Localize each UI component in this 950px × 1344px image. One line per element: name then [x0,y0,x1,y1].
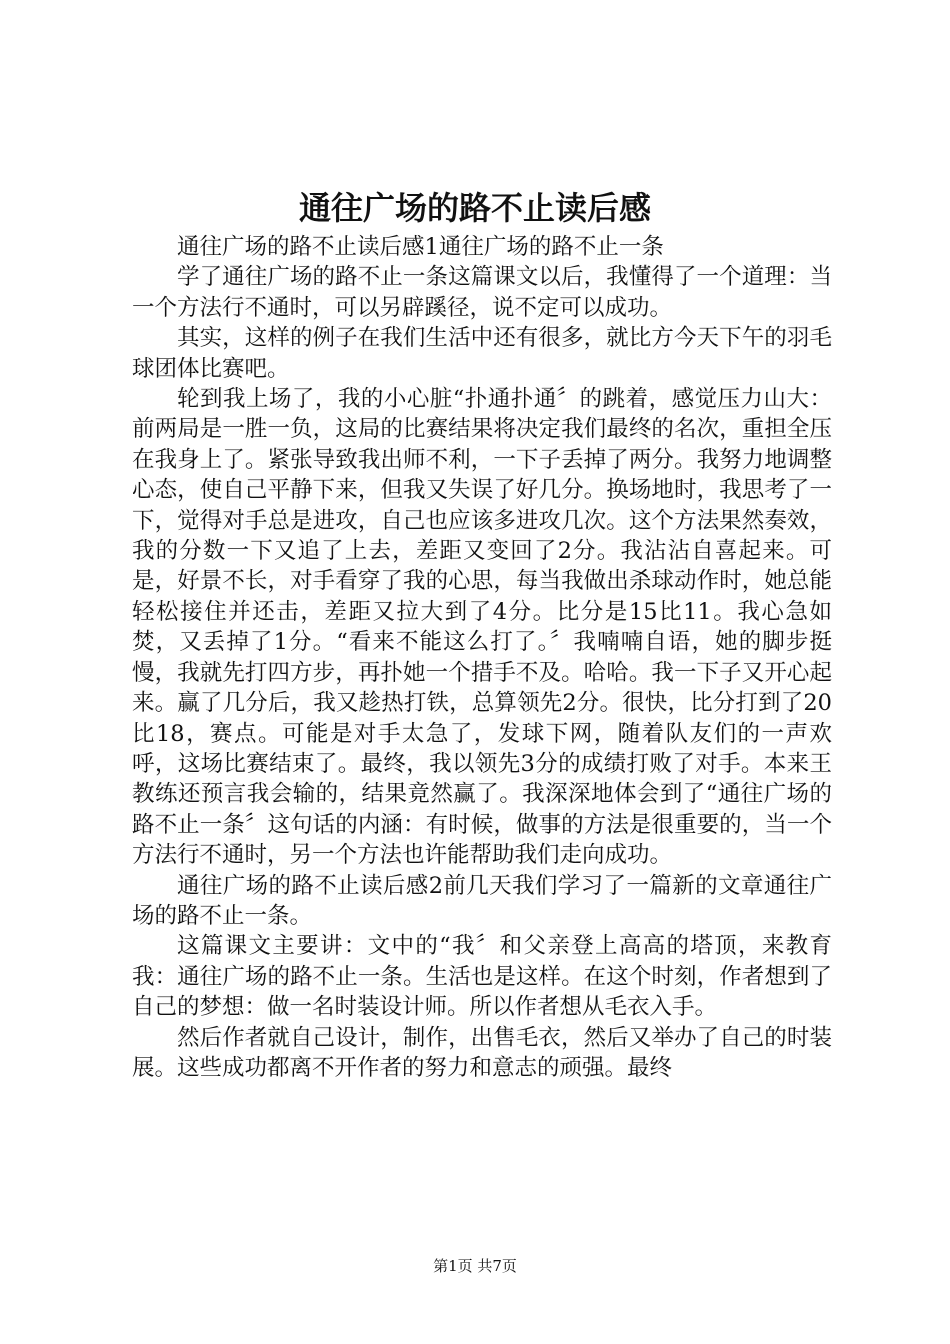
paragraph-3: 其实，这样的例子在我们生活中还有很多，就比方今天下午的羽毛球团体比赛吧。 [132,325,832,382]
document-body [132,232,832,1083]
paragraph-6: 这篇课文主要讲：文中的“我〞和父亲登上高高的塔顶，来教育我：通往广场的路不止一条。生活也是这样。在这个时刻，作者想到了自己的梦想：做一名时装设计师。所以作者想从毛衣入手。 [132,933,832,1021]
page-footer: 第1页 共7页 [433,1257,517,1275]
document-title: 通往广场的路不止读后感 [298,189,651,227]
paragraph-4: 轮到我上场了，我的小心脏“扑通扑通〞的跳着，感觉压力山大：前两局是一胜一负，这局的比赛结果将决定我们最终的名次，重担全压在我身上了。紧张导致我出师不利，一下子丢掉了两分。我努力地调整心态，使自己平静下来，但我又失误了好几分。换场地时，我思考了一下，觉得对手总是进攻，自己也应该多进攻几次。这个方法果然奏效，我的分数一下又追了上去，差距又变回了2分。我沾沾自喜起来。可是，好景不长，对手看穿了我的心思，每当我做出杀球动作时，她总能轻松接住并还击，差距又拉大到了4分。比分是15比11。我心急如焚，又丢掉了1分。“看来不能这么打了。〞我喃喃自语，她的脚步挺慢，我就先打四方步，再扑她一个措手不及。哈哈。我一下子又开心起来。赢了几分后，我又趁热打铁，总算领先2分。很快，比分打到了20比18，赛点。可能是对手太急了，发球下网，随着队友们的一声欢呼，这场比赛结束了。最终，我以领先3分的成绩打败了对手。本来王教练还预言我会输的，结果竟然赢了。我深深地体会到了“通往广场的路不止一条〞这句话的内涵：有时候，做事的方法是很重要的，当一个方法行不通时，另一个方法也许能帮助我们走向成功。 [132,386,832,869]
paragraph-2: 学了通往广场的路不止一条这篇课文以后，我懂得了一个道理：当一个方法行不通时，可以另辟蹊径，说不定可以成功。 [132,264,832,321]
paragraph-7: 然后作者就自己设计，制作，出售毛衣，然后又举办了自己的时装展。这些成功都离不开作者的努力和意志的顽强。最终 [132,1024,832,1081]
paragraph-1: 通往广场的路不止读后感1通往广场的路不止一条 [177,234,664,260]
paragraph-5: 通往广场的路不止读后感2前几天我们学习了一篇新的文章通往广场的路不止一条。 [132,872,832,929]
